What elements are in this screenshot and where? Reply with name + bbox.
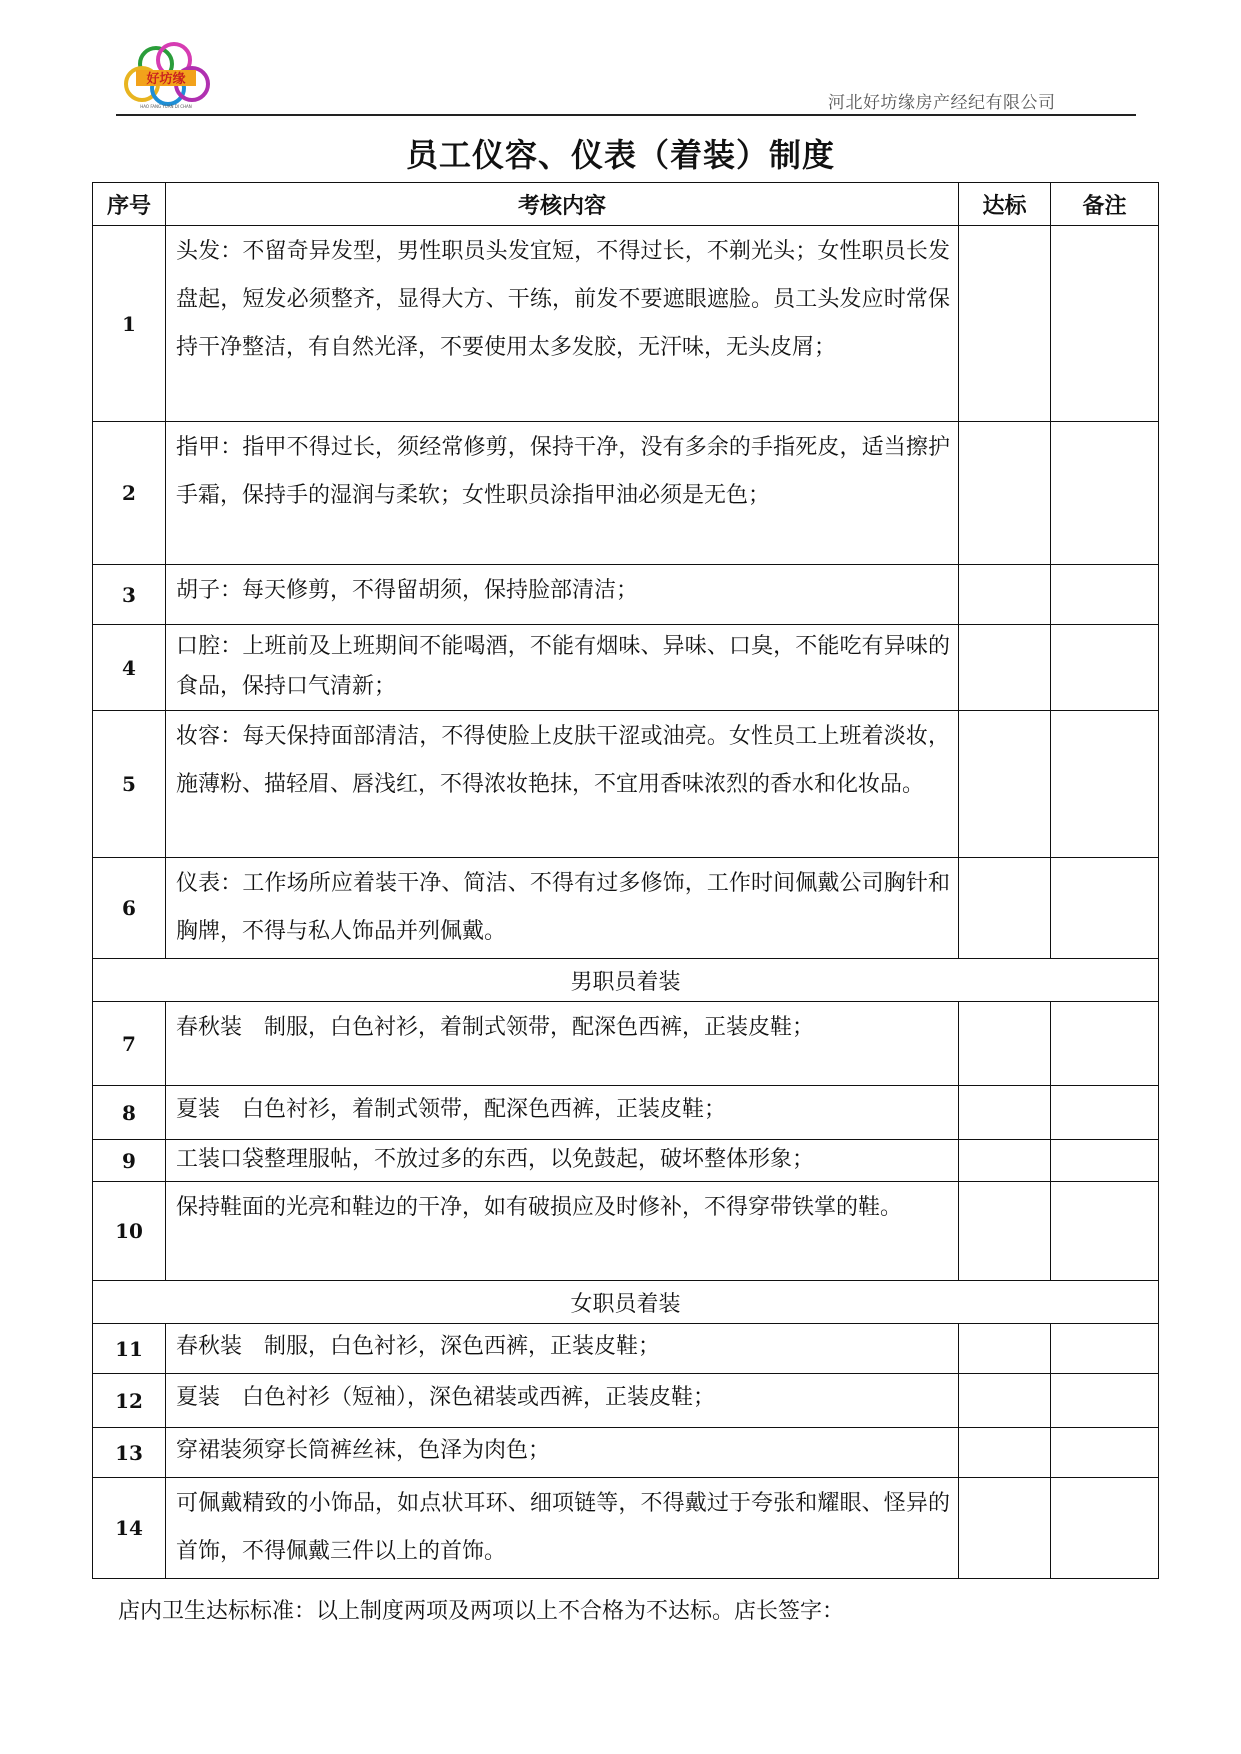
table-row (93, 1324, 1159, 1374)
remarks-cell[interactable] (1051, 565, 1159, 625)
table-row (93, 422, 1159, 565)
row-number: 6 (93, 858, 166, 959)
company-name: 河北好坊缘房产经纪有限公司 (828, 93, 1056, 113)
row-content: 胡子：每天修剪，不得留胡须，保持脸部清洁； (166, 565, 959, 625)
remarks-cell[interactable] (1051, 625, 1159, 711)
logo-text: 好坊缘 (146, 72, 186, 87)
pass-cell[interactable] (959, 1182, 1051, 1281)
row-number: 2 (93, 422, 166, 565)
pass-cell[interactable] (959, 1324, 1051, 1374)
row-content: 妆容：每天保持面部清洁，不得使脸上皮肤干涩或油亮。女性员工上班着淡妆，施薄粉、描轻眉、唇浅红，不得浓妆艳抹，不宜用香味浓烈的香水和化妆品。 (166, 711, 959, 858)
remarks-cell[interactable] (1051, 1086, 1159, 1140)
header-divider (116, 114, 1136, 116)
remarks-cell[interactable] (1051, 1324, 1159, 1374)
row-content: 口腔：上班前及上班期间不能喝酒，不能有烟味、异味、口臭，不能吃有异味的食品，保持口气清新； (166, 625, 959, 711)
table-header-row (93, 183, 1159, 226)
pass-cell[interactable] (959, 1002, 1051, 1086)
document-title: 员工仪容、仪表（着装）制度 (405, 136, 835, 174)
pass-cell[interactable] (959, 226, 1051, 422)
table-row (93, 226, 1159, 422)
pass-cell[interactable] (959, 1428, 1051, 1478)
row-number: 5 (93, 711, 166, 858)
row-number: 9 (93, 1140, 166, 1182)
table-row (93, 565, 1159, 625)
row-number: 3 (93, 565, 166, 625)
section-title-female: 女职员着装 (93, 1281, 1159, 1324)
remarks-cell[interactable] (1051, 226, 1159, 422)
row-number: 8 (93, 1086, 166, 1140)
footer-note: 店内卫生达标标准：以上制度两项及两项以上不合格为不达标。店长签字： (118, 1599, 845, 1624)
inspection-table (92, 182, 1159, 1579)
col-header-pass: 达标 (959, 183, 1051, 226)
row-number: 14 (93, 1478, 166, 1579)
pass-cell[interactable] (959, 625, 1051, 711)
pass-cell[interactable] (959, 711, 1051, 858)
table-row (93, 858, 1159, 959)
col-header-content: 考核内容 (166, 183, 959, 226)
row-content: 夏装 白色衬衫（短袖），深色裙装或西裤，正装皮鞋； (166, 1374, 959, 1428)
row-content: 夏装 白色衬衫，着制式领带，配深色西裤，正装皮鞋； (166, 1086, 959, 1140)
pass-cell[interactable] (959, 1140, 1051, 1182)
section-row-male (93, 959, 1159, 1002)
table-row (93, 1374, 1159, 1428)
remarks-cell[interactable] (1051, 711, 1159, 858)
section-title-male: 男职员着装 (93, 959, 1159, 1002)
company-logo (118, 42, 226, 116)
table-row (93, 1428, 1159, 1478)
row-content: 可佩戴精致的小饰品，如点状耳环、细项链等，不得戴过于夸张和耀眼、怪异的首饰，不得佩戴三件以上的首饰。 (166, 1478, 959, 1579)
table-row (93, 1182, 1159, 1281)
pass-cell[interactable] (959, 858, 1051, 959)
row-number: 10 (93, 1182, 166, 1281)
pass-cell[interactable] (959, 565, 1051, 625)
pass-cell[interactable] (959, 1374, 1051, 1428)
table-row (93, 711, 1159, 858)
row-number: 11 (93, 1324, 166, 1374)
row-content: 头发：不留奇异发型，男性职员头发宜短，不得过长，不剃光头；女性职员长发盘起，短发必须整齐，显得大方、干练，前发不要遮眼遮脸。员工头发应时常保持干净整洁，有自然光泽，不要使用太多发胶，无汗味，无头皮屑； (166, 226, 959, 422)
row-content: 仪表：工作场所应着装干净、简洁、不得有过多修饰，工作时间佩戴公司胸针和胸牌，不得与私人饰品并列佩戴。 (166, 858, 959, 959)
pass-cell[interactable] (959, 1086, 1051, 1140)
table-row (93, 1478, 1159, 1579)
table-row (93, 625, 1159, 711)
row-content: 指甲：指甲不得过长，须经常修剪，保持干净，没有多余的手指死皮，适当擦护手霜，保持手的湿润与柔软；女性职员涂指甲油必须是无色； (166, 422, 959, 565)
row-number: 13 (93, 1428, 166, 1478)
row-content: 春秋装 制服，白色衬衫，着制式领带，配深色西裤，正装皮鞋； (166, 1002, 959, 1086)
remarks-cell[interactable] (1051, 1478, 1159, 1579)
row-number: 4 (93, 625, 166, 711)
table-row (93, 1140, 1159, 1182)
remarks-cell[interactable] (1051, 1002, 1159, 1086)
logo-subtext: HAO FANG YUAN DI CHAN (140, 104, 192, 109)
row-number: 7 (93, 1002, 166, 1086)
remarks-cell[interactable] (1051, 1140, 1159, 1182)
remarks-cell[interactable] (1051, 858, 1159, 959)
row-content: 工装口袋整理服帖，不放过多的东西，以免鼓起，破坏整体形象； (166, 1140, 959, 1182)
row-content: 保持鞋面的光亮和鞋边的干净，如有破损应及时修补，不得穿带铁掌的鞋。 (166, 1182, 959, 1281)
table-row (93, 1086, 1159, 1140)
remarks-cell[interactable] (1051, 1428, 1159, 1478)
section-row-female (93, 1281, 1159, 1324)
remarks-cell[interactable] (1051, 1182, 1159, 1281)
remarks-cell[interactable] (1051, 422, 1159, 565)
row-content: 穿裙装须穿长筒裤丝袜，色泽为肉色； (166, 1428, 959, 1478)
row-number: 1 (93, 226, 166, 422)
pass-cell[interactable] (959, 422, 1051, 565)
remarks-cell[interactable] (1051, 1374, 1159, 1428)
row-number: 12 (93, 1374, 166, 1428)
col-header-number: 序号 (93, 183, 166, 226)
row-content: 春秋装 制服，白色衬衫，深色西裤，正装皮鞋； (166, 1324, 959, 1374)
table-row (93, 1002, 1159, 1086)
col-header-remarks: 备注 (1051, 183, 1159, 226)
pass-cell[interactable] (959, 1478, 1051, 1579)
